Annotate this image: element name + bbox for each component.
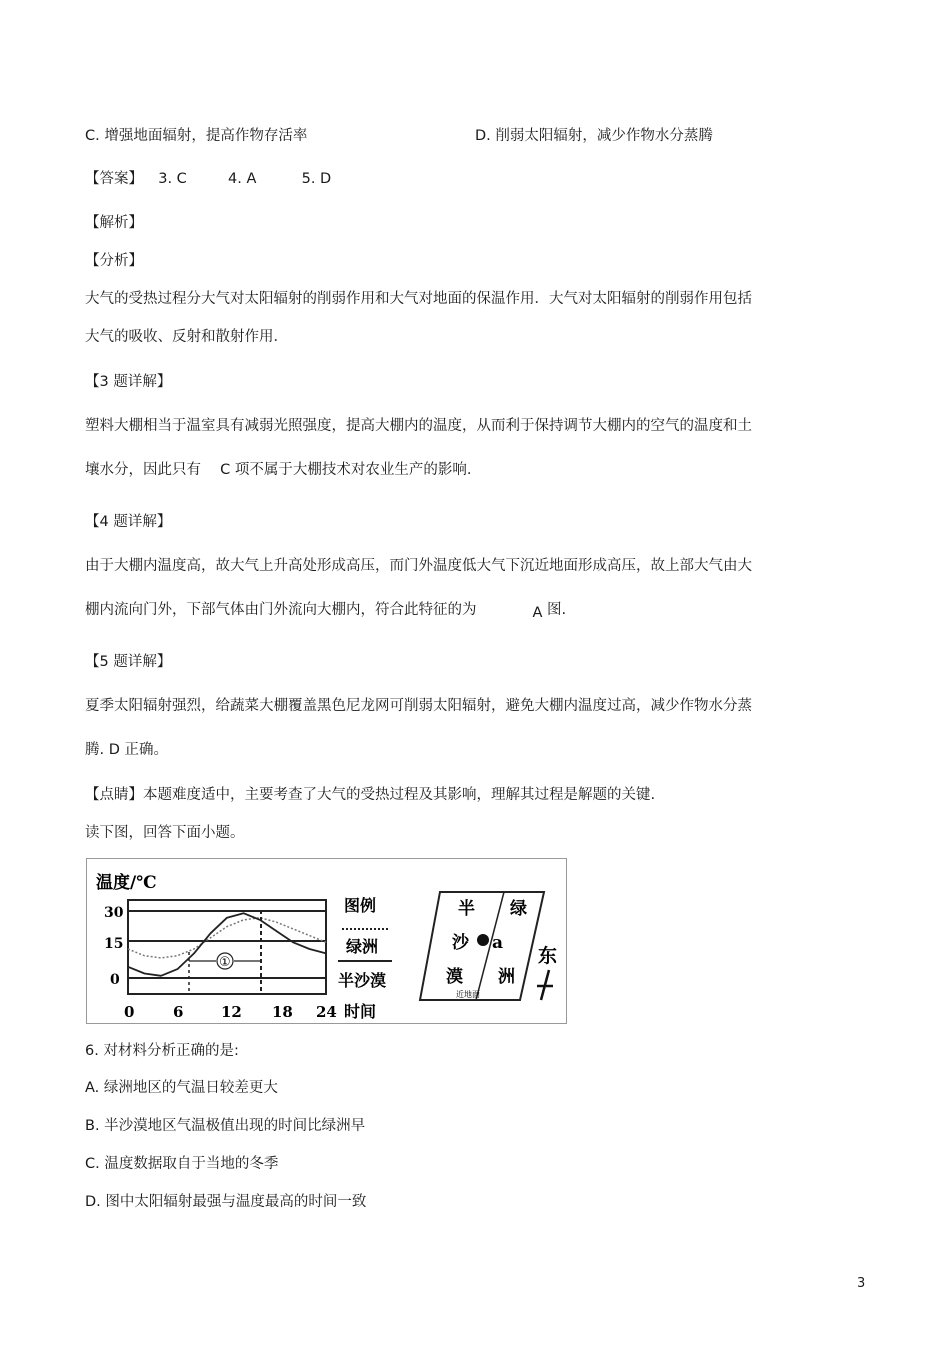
q4-line-1: 由于大棚内温度高，故大气上升高处形成高压，而门外温度低大气下沉近地面形成高压，故上部大气由大 <box>85 558 752 574</box>
x-tick-6: 6 <box>173 1003 184 1021</box>
x-axis-label: 时间 <box>344 1002 377 1021</box>
east-label: 东 <box>538 945 558 967</box>
figure-svg <box>86 858 568 1024</box>
option-d-top: D. 削弱太阳辐射，减少作物水分蒸腾 <box>475 128 713 144</box>
y-tick-0: 0 <box>110 972 120 988</box>
fenxi-line-1: 大气的受热过程分大气对太阳辐射的削弱作用和大气对地面的保温作用．大气对太阳辐射的削弱作用包括 <box>85 291 752 307</box>
interval-label: ① <box>219 955 231 970</box>
q4-answer-letter: A <box>532 605 543 621</box>
page-number: 3 <box>857 1276 866 1291</box>
dianjing-text: 【点睛】本题难度适中，主要考查了大气的受热过程及其影响，理解其过程是解题的关键. <box>85 787 656 803</box>
x-tick-24: 24 <box>316 1003 337 1021</box>
q4-line-2-text: 棚内流向门外，下部气体由门外流向大棚内，符合此特征的为 <box>85 602 477 618</box>
option-c-top: C. 增强地面辐射，提高作物存活率 <box>85 128 308 144</box>
q5-line-2: 腾. D 正确。 <box>85 742 168 758</box>
q4-line-2-tail: 图. <box>547 602 567 618</box>
map-label-zhou: 洲 <box>498 967 515 987</box>
q5-title: 【5 题详解】 <box>85 654 172 670</box>
jiexi-heading: 【解析】 <box>85 215 143 231</box>
map-label-mo: 漠 <box>446 967 463 987</box>
y-tick-15: 15 <box>104 936 124 952</box>
fenxi-line-2: 大气的吸收、反射和散射作用． <box>85 329 288 345</box>
q4-line-2 <box>85 600 566 620</box>
answer-label: 【答案】 <box>85 171 143 187</box>
question-6-option-c[interactable]: C. 温度数据取自于当地的冬季 <box>85 1156 279 1172</box>
point-a-marker <box>477 934 489 946</box>
answer-line <box>85 169 331 189</box>
x-tick-18: 18 <box>272 1003 293 1021</box>
question-6-option-d[interactable]: D. 图中太阳辐射最强与温度最高的时间一致 <box>85 1194 367 1210</box>
x-tick-0: 0 <box>124 1003 135 1021</box>
question-6-option-a[interactable]: A. 绿洲地区的气温日较差更大 <box>85 1080 278 1096</box>
q3-title: 【3 题详解】 <box>85 374 172 390</box>
legend-title: 图例 <box>344 896 377 915</box>
point-a-label: a <box>492 933 504 953</box>
legend-oasis-label: 绿洲 <box>346 937 379 956</box>
y-axis-label: 温度/℃ <box>96 873 157 893</box>
q3-line-1: 塑料大棚相当于温室具有减弱光照强度，提高大棚内的温度，从而利于保持调节大棚内的空气的温度和土 <box>85 418 752 434</box>
map-label-sha: 沙 <box>452 933 469 953</box>
temperature-figure <box>86 858 568 1024</box>
q4-title: 【4 题详解】 <box>85 514 172 530</box>
y-tick-30: 30 <box>104 905 124 921</box>
read-figure-prompt: 读下图，回答下面小题。 <box>85 825 245 841</box>
answer-3: 3. C <box>158 171 187 187</box>
answer-4: 4. A <box>228 171 257 187</box>
x-tick-12: 12 <box>221 1003 242 1021</box>
map-label-ban: 半 <box>458 899 475 919</box>
answer-5: 5. D <box>301 171 332 187</box>
legend-desert-label: 半沙漠 <box>338 971 387 990</box>
q5-line-1: 夏季太阳辐射强烈，给蔬菜大棚覆盖黑色尼龙网可削弱太阳辐射，避免大棚内温度过高，减少作物水分蒸 <box>85 698 752 714</box>
fenxi-heading: 【分析】 <box>85 253 143 269</box>
map-label-lv: 绿 <box>510 899 527 919</box>
question-6-option-b[interactable]: B. 半沙漠地区气温极值出现的时间比绿洲早 <box>85 1118 366 1134</box>
near-ground-label: 近地面 <box>456 990 480 999</box>
question-6-stem: 6. 对材料分析正确的是: <box>85 1043 239 1059</box>
q3-line-2: 壤水分，因此只有 C 项不属于大棚技术对农业生产的影响. <box>85 462 472 478</box>
